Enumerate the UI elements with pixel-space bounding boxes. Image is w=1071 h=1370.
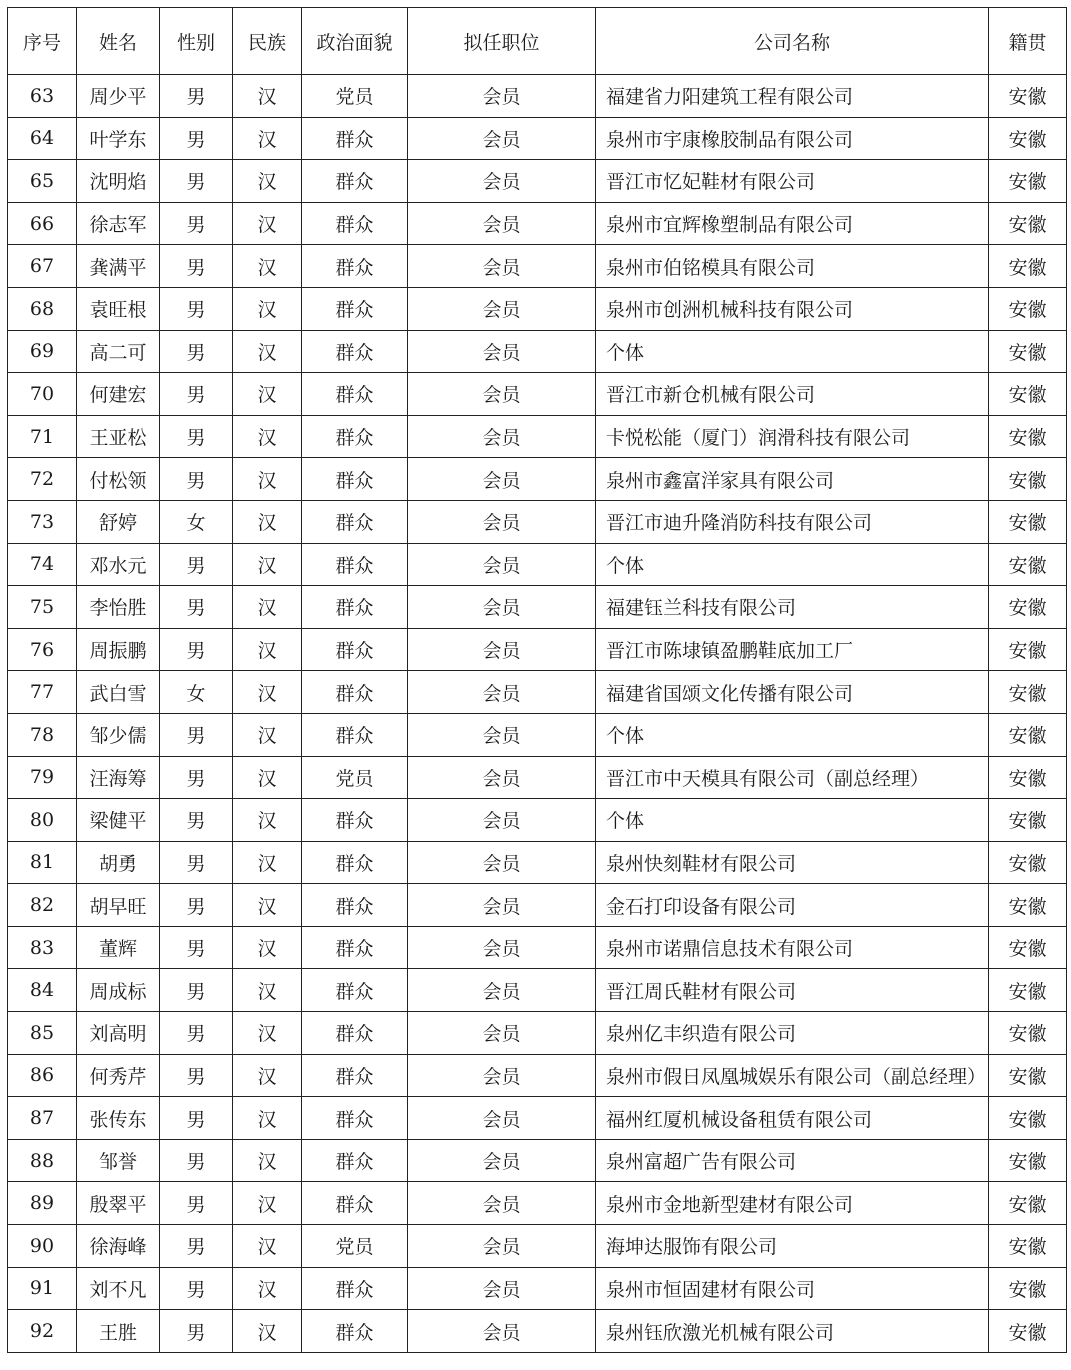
cell-gender: 男 — [160, 373, 233, 416]
cell-company: 晋江市中天模具有限公司（副总经理） — [596, 756, 989, 799]
header-gender: 性别 — [160, 8, 233, 75]
cell-position: 会员 — [408, 671, 596, 714]
cell-political-status: 群众 — [302, 1054, 408, 1097]
cell-name: 刘不凡 — [77, 1267, 160, 1310]
cell-native-place: 安徽 — [989, 202, 1067, 245]
cell-native-place: 安徽 — [989, 373, 1067, 416]
cell-index: 69 — [8, 330, 77, 373]
cell-company: 泉州市鑫富洋家具有限公司 — [596, 458, 989, 501]
cell-ethnicity: 汉 — [233, 713, 302, 756]
cell-company: 泉州市宇康橡胶制品有限公司 — [596, 117, 989, 160]
cell-index: 92 — [8, 1310, 77, 1353]
cell-native-place: 安徽 — [989, 586, 1067, 629]
cell-company: 晋江市忆妃鞋材有限公司 — [596, 160, 989, 203]
cell-native-place: 安徽 — [989, 330, 1067, 373]
cell-name: 邹少儒 — [77, 713, 160, 756]
cell-name: 袁旺根 — [77, 287, 160, 330]
cell-name: 舒婷 — [77, 500, 160, 543]
cell-native-place: 安徽 — [989, 117, 1067, 160]
cell-ethnicity: 汉 — [233, 671, 302, 714]
cell-political-status: 党员 — [302, 1225, 408, 1268]
cell-position: 会员 — [408, 1182, 596, 1225]
cell-index: 70 — [8, 373, 77, 416]
cell-position: 会员 — [408, 841, 596, 884]
cell-native-place: 安徽 — [989, 628, 1067, 671]
cell-political-status: 群众 — [302, 1012, 408, 1055]
cell-position: 会员 — [408, 75, 596, 118]
cell-gender: 男 — [160, 884, 233, 927]
cell-company: 泉州市伯铭模具有限公司 — [596, 245, 989, 288]
cell-ethnicity: 汉 — [233, 117, 302, 160]
cell-position: 会员 — [408, 160, 596, 203]
cell-gender: 男 — [160, 160, 233, 203]
cell-position: 会员 — [408, 1310, 596, 1353]
cell-name: 邹誉 — [77, 1139, 160, 1182]
cell-company: 泉州钰欣激光机械有限公司 — [596, 1310, 989, 1353]
cell-ethnicity: 汉 — [233, 799, 302, 842]
cell-gender: 男 — [160, 1097, 233, 1140]
cell-native-place: 安徽 — [989, 713, 1067, 756]
cell-native-place: 安徽 — [989, 1097, 1067, 1140]
table-row — [8, 671, 1067, 714]
member-roster-table — [7, 7, 1067, 1353]
cell-native-place: 安徽 — [989, 1267, 1067, 1310]
cell-native-place: 安徽 — [989, 926, 1067, 969]
cell-native-place: 安徽 — [989, 543, 1067, 586]
cell-index: 75 — [8, 586, 77, 629]
cell-company: 泉州市假日凤凰城娱乐有限公司（副总经理） — [596, 1054, 989, 1097]
cell-gender: 男 — [160, 799, 233, 842]
cell-index: 82 — [8, 884, 77, 927]
cell-ethnicity: 汉 — [233, 1310, 302, 1353]
cell-position: 会员 — [408, 202, 596, 245]
cell-political-status: 群众 — [302, 884, 408, 927]
cell-name: 邓水元 — [77, 543, 160, 586]
cell-ethnicity: 汉 — [233, 245, 302, 288]
header-native-place: 籍贯 — [989, 8, 1067, 75]
cell-native-place: 安徽 — [989, 458, 1067, 501]
cell-ethnicity: 汉 — [233, 287, 302, 330]
cell-ethnicity: 汉 — [233, 841, 302, 884]
cell-index: 67 — [8, 245, 77, 288]
cell-index: 87 — [8, 1097, 77, 1140]
cell-name: 何秀芹 — [77, 1054, 160, 1097]
table-row — [8, 458, 1067, 501]
cell-native-place: 安徽 — [989, 287, 1067, 330]
cell-company: 泉州市金地新型建材有限公司 — [596, 1182, 989, 1225]
cell-gender: 男 — [160, 1182, 233, 1225]
cell-ethnicity: 汉 — [233, 1097, 302, 1140]
cell-native-place: 安徽 — [989, 1012, 1067, 1055]
cell-index: 90 — [8, 1225, 77, 1268]
cell-name: 王亚松 — [77, 415, 160, 458]
cell-index: 85 — [8, 1012, 77, 1055]
cell-company: 泉州市创洲机械科技有限公司 — [596, 287, 989, 330]
table-row — [8, 841, 1067, 884]
cell-ethnicity: 汉 — [233, 202, 302, 245]
table-row — [8, 586, 1067, 629]
cell-name: 汪海筹 — [77, 756, 160, 799]
cell-company: 泉州市宜辉橡塑制品有限公司 — [596, 202, 989, 245]
cell-ethnicity: 汉 — [233, 1182, 302, 1225]
table-row — [8, 756, 1067, 799]
cell-native-place: 安徽 — [989, 1054, 1067, 1097]
table-row — [8, 415, 1067, 458]
cell-position: 会员 — [408, 628, 596, 671]
table-row — [8, 330, 1067, 373]
cell-name: 龚满平 — [77, 245, 160, 288]
cell-political-status: 群众 — [302, 628, 408, 671]
cell-name: 高二可 — [77, 330, 160, 373]
cell-gender: 男 — [160, 841, 233, 884]
cell-position: 会员 — [408, 1139, 596, 1182]
cell-index: 71 — [8, 415, 77, 458]
cell-position: 会员 — [408, 756, 596, 799]
cell-political-status: 群众 — [302, 543, 408, 586]
cell-company: 泉州市恒固建材有限公司 — [596, 1267, 989, 1310]
cell-political-status: 群众 — [302, 713, 408, 756]
cell-political-status: 群众 — [302, 799, 408, 842]
cell-native-place: 安徽 — [989, 245, 1067, 288]
cell-position: 会员 — [408, 884, 596, 927]
cell-ethnicity: 汉 — [233, 586, 302, 629]
cell-index: 72 — [8, 458, 77, 501]
cell-index: 91 — [8, 1267, 77, 1310]
cell-position: 会员 — [408, 1097, 596, 1140]
table-row — [8, 1225, 1067, 1268]
cell-native-place: 安徽 — [989, 160, 1067, 203]
cell-name: 徐志军 — [77, 202, 160, 245]
cell-ethnicity: 汉 — [233, 969, 302, 1012]
cell-index: 83 — [8, 926, 77, 969]
table-row — [8, 799, 1067, 842]
header-position: 拟任职位 — [408, 8, 596, 75]
cell-company: 晋江市迪升隆消防科技有限公司 — [596, 500, 989, 543]
cell-name: 周振鹏 — [77, 628, 160, 671]
cell-gender: 男 — [160, 1267, 233, 1310]
table-row — [8, 117, 1067, 160]
cell-ethnicity: 汉 — [233, 500, 302, 543]
cell-political-status: 群众 — [302, 1267, 408, 1310]
cell-company: 金石打印设备有限公司 — [596, 884, 989, 927]
cell-index: 64 — [8, 117, 77, 160]
cell-position: 会员 — [408, 1054, 596, 1097]
cell-name: 董辉 — [77, 926, 160, 969]
cell-native-place: 安徽 — [989, 756, 1067, 799]
table-row — [8, 969, 1067, 1012]
cell-native-place: 安徽 — [989, 799, 1067, 842]
cell-ethnicity: 汉 — [233, 373, 302, 416]
cell-name: 殷翠平 — [77, 1182, 160, 1225]
cell-native-place: 安徽 — [989, 1182, 1067, 1225]
cell-name: 张传东 — [77, 1097, 160, 1140]
header-ethnicity: 民族 — [233, 8, 302, 75]
cell-gender: 男 — [160, 1054, 233, 1097]
header-political-status: 政治面貌 — [302, 8, 408, 75]
cell-political-status: 群众 — [302, 586, 408, 629]
cell-gender: 男 — [160, 415, 233, 458]
cell-ethnicity: 汉 — [233, 1267, 302, 1310]
table-body — [8, 75, 1067, 1353]
table-row — [8, 500, 1067, 543]
cell-ethnicity: 汉 — [233, 1225, 302, 1268]
cell-position: 会员 — [408, 543, 596, 586]
cell-index: 80 — [8, 799, 77, 842]
cell-ethnicity: 汉 — [233, 756, 302, 799]
header-index: 序号 — [8, 8, 77, 75]
cell-political-status: 群众 — [302, 458, 408, 501]
table-row — [8, 1182, 1067, 1225]
cell-native-place: 安徽 — [989, 969, 1067, 1012]
cell-political-status: 群众 — [302, 373, 408, 416]
cell-name: 周成标 — [77, 969, 160, 1012]
cell-company: 晋江周氏鞋材有限公司 — [596, 969, 989, 1012]
cell-political-status: 群众 — [302, 160, 408, 203]
cell-gender: 男 — [160, 969, 233, 1012]
cell-company: 个体 — [596, 799, 989, 842]
cell-gender: 男 — [160, 117, 233, 160]
cell-index: 68 — [8, 287, 77, 330]
cell-native-place: 安徽 — [989, 671, 1067, 714]
cell-name: 武白雪 — [77, 671, 160, 714]
cell-gender: 男 — [160, 1225, 233, 1268]
cell-gender: 女 — [160, 500, 233, 543]
cell-native-place: 安徽 — [989, 884, 1067, 927]
cell-ethnicity: 汉 — [233, 1012, 302, 1055]
table-row — [8, 202, 1067, 245]
header-name: 姓名 — [77, 8, 160, 75]
cell-gender: 女 — [160, 671, 233, 714]
cell-company: 晋江市陈埭镇盈鹏鞋底加工厂 — [596, 628, 989, 671]
cell-index: 74 — [8, 543, 77, 586]
cell-native-place: 安徽 — [989, 1139, 1067, 1182]
cell-native-place: 安徽 — [989, 841, 1067, 884]
cell-gender: 男 — [160, 202, 233, 245]
cell-name: 梁健平 — [77, 799, 160, 842]
cell-company: 泉州快刻鞋材有限公司 — [596, 841, 989, 884]
cell-company: 泉州市诺鼎信息技术有限公司 — [596, 926, 989, 969]
cell-political-status: 群众 — [302, 926, 408, 969]
cell-position: 会员 — [408, 287, 596, 330]
cell-gender: 男 — [160, 1310, 233, 1353]
cell-gender: 男 — [160, 543, 233, 586]
cell-index: 66 — [8, 202, 77, 245]
cell-native-place: 安徽 — [989, 415, 1067, 458]
cell-political-status: 群众 — [302, 1139, 408, 1182]
cell-political-status: 群众 — [302, 1310, 408, 1353]
cell-gender: 男 — [160, 756, 233, 799]
cell-name: 何建宏 — [77, 373, 160, 416]
cell-company: 海坤达服饰有限公司 — [596, 1225, 989, 1268]
cell-gender: 男 — [160, 330, 233, 373]
table-row — [8, 713, 1067, 756]
cell-index: 78 — [8, 713, 77, 756]
cell-company: 福建省国颂文化传播有限公司 — [596, 671, 989, 714]
cell-index: 73 — [8, 500, 77, 543]
cell-political-status: 党员 — [302, 756, 408, 799]
cell-name: 胡勇 — [77, 841, 160, 884]
cell-gender: 男 — [160, 75, 233, 118]
cell-index: 65 — [8, 160, 77, 203]
cell-position: 会员 — [408, 969, 596, 1012]
cell-name: 李怡胜 — [77, 586, 160, 629]
cell-name: 徐海峰 — [77, 1225, 160, 1268]
cell-gender: 男 — [160, 586, 233, 629]
cell-ethnicity: 汉 — [233, 458, 302, 501]
cell-gender: 男 — [160, 287, 233, 330]
cell-index: 84 — [8, 969, 77, 1012]
table-row — [8, 543, 1067, 586]
table-row — [8, 287, 1067, 330]
cell-native-place: 安徽 — [989, 1225, 1067, 1268]
cell-political-status: 群众 — [302, 969, 408, 1012]
cell-ethnicity: 汉 — [233, 330, 302, 373]
cell-company: 泉州富超广告有限公司 — [596, 1139, 989, 1182]
cell-company: 泉州亿丰织造有限公司 — [596, 1012, 989, 1055]
cell-position: 会员 — [408, 415, 596, 458]
cell-index: 81 — [8, 841, 77, 884]
cell-gender: 男 — [160, 1012, 233, 1055]
cell-political-status: 群众 — [302, 287, 408, 330]
cell-native-place: 安徽 — [989, 1310, 1067, 1353]
cell-ethnicity: 汉 — [233, 884, 302, 927]
table-row — [8, 884, 1067, 927]
cell-index: 89 — [8, 1182, 77, 1225]
cell-political-status: 群众 — [302, 202, 408, 245]
cell-ethnicity: 汉 — [233, 926, 302, 969]
cell-position: 会员 — [408, 330, 596, 373]
table-row — [8, 1097, 1067, 1140]
cell-gender: 男 — [160, 713, 233, 756]
cell-company: 卡悦松能（厦门）润滑科技有限公司 — [596, 415, 989, 458]
cell-index: 86 — [8, 1054, 77, 1097]
cell-name: 胡早旺 — [77, 884, 160, 927]
cell-name: 沈明焰 — [77, 160, 160, 203]
cell-position: 会员 — [408, 117, 596, 160]
table-row — [8, 245, 1067, 288]
cell-political-status: 群众 — [302, 245, 408, 288]
table-row — [8, 628, 1067, 671]
cell-ethnicity: 汉 — [233, 75, 302, 118]
cell-index: 77 — [8, 671, 77, 714]
cell-ethnicity: 汉 — [233, 543, 302, 586]
cell-ethnicity: 汉 — [233, 628, 302, 671]
cell-political-status: 群众 — [302, 841, 408, 884]
cell-position: 会员 — [408, 1225, 596, 1268]
cell-political-status: 群众 — [302, 1097, 408, 1140]
cell-ethnicity: 汉 — [233, 1054, 302, 1097]
cell-ethnicity: 汉 — [233, 1139, 302, 1182]
cell-position: 会员 — [408, 500, 596, 543]
cell-name: 周少平 — [77, 75, 160, 118]
cell-name: 叶学东 — [77, 117, 160, 160]
cell-company: 晋江市新仓机械有限公司 — [596, 373, 989, 416]
cell-index: 79 — [8, 756, 77, 799]
header-company: 公司名称 — [596, 8, 989, 75]
cell-name: 刘高明 — [77, 1012, 160, 1055]
cell-position: 会员 — [408, 926, 596, 969]
cell-position: 会员 — [408, 1267, 596, 1310]
cell-name: 付松领 — [77, 458, 160, 501]
cell-political-status: 群众 — [302, 500, 408, 543]
cell-company: 个体 — [596, 713, 989, 756]
cell-position: 会员 — [408, 799, 596, 842]
cell-company: 个体 — [596, 543, 989, 586]
cell-ethnicity: 汉 — [233, 415, 302, 458]
table-row — [8, 373, 1067, 416]
cell-position: 会员 — [408, 713, 596, 756]
cell-gender: 男 — [160, 926, 233, 969]
table-row — [8, 75, 1067, 118]
cell-native-place: 安徽 — [989, 75, 1067, 118]
cell-political-status: 群众 — [302, 117, 408, 160]
table-row — [8, 160, 1067, 203]
cell-company: 福建省力阳建筑工程有限公司 — [596, 75, 989, 118]
cell-company: 个体 — [596, 330, 989, 373]
cell-name: 王胜 — [77, 1310, 160, 1353]
cell-position: 会员 — [408, 1012, 596, 1055]
cell-position: 会员 — [408, 373, 596, 416]
cell-ethnicity: 汉 — [233, 160, 302, 203]
cell-index: 63 — [8, 75, 77, 118]
cell-gender: 男 — [160, 628, 233, 671]
cell-company: 福州红厦机械设备租赁有限公司 — [596, 1097, 989, 1140]
cell-index: 88 — [8, 1139, 77, 1182]
cell-position: 会员 — [408, 245, 596, 288]
cell-gender: 男 — [160, 458, 233, 501]
table-row — [8, 1139, 1067, 1182]
cell-political-status: 群众 — [302, 1182, 408, 1225]
table-row — [8, 1012, 1067, 1055]
table-row — [8, 1054, 1067, 1097]
cell-political-status: 群众 — [302, 671, 408, 714]
cell-native-place: 安徽 — [989, 500, 1067, 543]
cell-gender: 男 — [160, 245, 233, 288]
cell-company: 福建钰兰科技有限公司 — [596, 586, 989, 629]
cell-political-status: 群众 — [302, 415, 408, 458]
table-row — [8, 1310, 1067, 1353]
cell-position: 会员 — [408, 458, 596, 501]
cell-political-status: 群众 — [302, 330, 408, 373]
cell-index: 76 — [8, 628, 77, 671]
table-row — [8, 1267, 1067, 1310]
cell-gender: 男 — [160, 1139, 233, 1182]
header-row — [8, 8, 1067, 75]
cell-political-status: 党员 — [302, 75, 408, 118]
table-row — [8, 926, 1067, 969]
cell-position: 会员 — [408, 586, 596, 629]
